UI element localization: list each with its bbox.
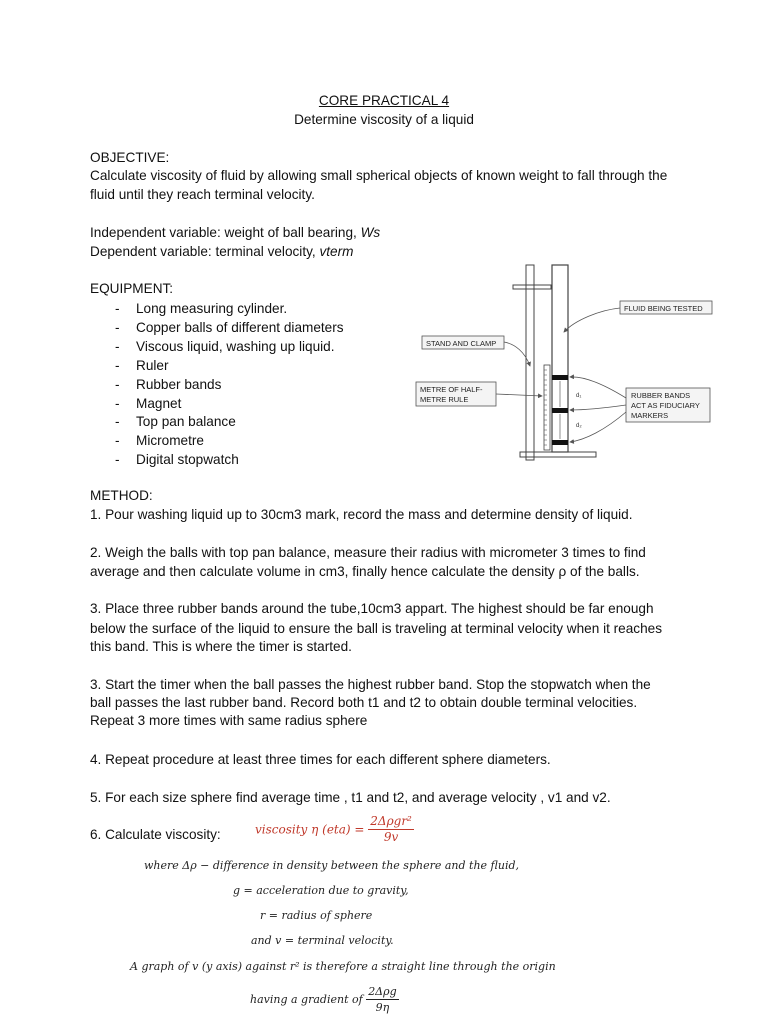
- equipment-item-label: Viscous liquid, washing up liquid.: [136, 338, 335, 354]
- objective-line-1: Calculate viscosity of fluid by allowing small spherical objects of known weight to fall through the: [90, 168, 668, 183]
- stand-rod: [526, 265, 534, 460]
- equipment-item: [90, 432, 344, 451]
- list-bullet: -: [115, 301, 120, 316]
- independent-variable: [90, 225, 380, 240]
- fluid-arrow: [564, 308, 620, 332]
- list-bullet: -: [115, 395, 120, 411]
- formula-where-line-2: g = acceleration due to gravity,: [233, 884, 409, 897]
- list-bullet: -: [115, 452, 120, 468]
- metre-rule: [544, 365, 550, 450]
- equipment-item-label: Magnet: [136, 395, 182, 411]
- gradient-expression: [250, 984, 399, 1015]
- formula-where-line-3: r = radius of sphere: [260, 909, 373, 922]
- rubber-band: [552, 440, 568, 445]
- formula-graph-statement: A graph of v (y axis) against r² is therefore a straight line through the origin: [130, 960, 556, 973]
- gradient-label: having a gradient of: [250, 993, 363, 1006]
- equipment-item: [90, 357, 344, 376]
- equipment-item-label: Rubber bands: [136, 376, 222, 392]
- method-step-3b-line-1: 3. Start the timer when the ball passes the highest rubber band. Stop the stopwatch when the: [90, 677, 651, 692]
- formula-where-line-1: where Δρ − difference in density between the sphere and the fluid,: [144, 859, 520, 872]
- band-arrow-middle: [570, 405, 626, 410]
- d2-label: d₂: [576, 423, 582, 429]
- dependent-variable-label: Dependent variable: terminal velocity,: [90, 244, 320, 259]
- list-bullet: -: [115, 319, 120, 335]
- equipment-heading: EQUIPMENT:: [90, 281, 174, 296]
- formula-where-line-4: and v = terminal velocity.: [251, 934, 394, 947]
- gradient-denominator: 9η: [375, 1001, 390, 1014]
- page-subtitle: Determine viscosity of a liquid: [294, 112, 474, 127]
- equipment-item-label: Long measuring cylinder.: [136, 301, 288, 316]
- rule-ticks: [544, 370, 547, 445]
- page-title: CORE PRACTICAL 4: [318, 93, 450, 108]
- objective-heading: OBJECTIVE:: [90, 150, 170, 165]
- equipment-list: [90, 300, 344, 470]
- method-step-2-line-1: 2. Weigh the balls with top pan balance, measure their radius with micrometer 3 times to find: [90, 545, 646, 560]
- viscosity-formula: [255, 814, 414, 845]
- rubber-band: [552, 408, 568, 413]
- viscosity-formula-lhs: viscosity η (eta) =: [255, 822, 365, 837]
- d1-label: d₁: [576, 393, 582, 399]
- equipment-item: [90, 395, 344, 414]
- method-step-3b-line-3: Repeat 3 more times with same radius sphere: [90, 713, 368, 728]
- method-step-4: 4. Repeat procedure at least three times for each different sphere diameters.: [90, 752, 551, 767]
- equipment-item: [90, 451, 344, 470]
- fluid-label: FLUID BEING TESTED: [624, 304, 703, 313]
- method-step-1: 1. Pour washing liquid up to 30cm3 mark, record the mass and determine density of liquid.: [90, 507, 633, 522]
- bands-label-line-2: ACT AS FIDUCIARY: [631, 401, 700, 410]
- method-step-2-line-2: average and then calculate volume in cm3, finally hence calculate the density ρ of the balls.: [90, 564, 640, 579]
- independent-variable-symbol: Ws: [360, 225, 381, 240]
- stand-base: [520, 452, 596, 457]
- clamp: [513, 285, 551, 289]
- equipment-item: [90, 300, 344, 319]
- list-bullet: -: [115, 414, 120, 430]
- rule-label-line-1: METRE OF HALF-: [420, 385, 483, 394]
- independent-variable-label: Independent variable: weight of ball bearing,: [90, 225, 361, 240]
- viscosity-formula-denominator: 9v: [383, 830, 399, 844]
- rubber-band: [552, 375, 568, 380]
- method-heading: METHOD:: [90, 488, 153, 503]
- apparatus-diagram: [410, 260, 730, 472]
- equipment-item-label: Top pan balance: [136, 414, 236, 430]
- dependent-variable-symbol: vterm: [319, 244, 354, 259]
- equipment-item: [90, 413, 344, 432]
- rule-label-line-2: METRE RULE: [420, 395, 469, 404]
- list-bullet: -: [115, 357, 120, 373]
- equipment-item: [90, 376, 344, 395]
- bands-label-line-3: MARKERS: [631, 411, 669, 420]
- stand-label: STAND AND CLAMP: [426, 339, 497, 348]
- equipment-item-label: Ruler: [136, 357, 169, 373]
- equipment-item-label: Copper balls of different diameters: [136, 319, 344, 335]
- objective-line-2: fluid until they reach terminal velocity.: [90, 187, 315, 202]
- equipment-item: [90, 338, 344, 357]
- rule-arrow: [496, 394, 542, 396]
- equipment-item-label: Micrometre: [136, 433, 204, 449]
- gradient-fraction: [366, 984, 398, 1015]
- gradient-numerator: 2Δρg: [368, 985, 397, 998]
- method-step-5: 5. For each size sphere find average time , t1 and t2, and average velocity , v1 and v2.: [90, 790, 611, 805]
- bands-label-line-1: RUBBER BANDS: [631, 391, 691, 400]
- method-step-3b-line-2: ball passes the last rubber band. Record both t1 and t2 to obtain double terminal velocities.: [90, 695, 638, 710]
- viscosity-formula-fraction: [368, 814, 414, 845]
- dependent-variable: [90, 244, 353, 259]
- equipment-item: [90, 319, 344, 338]
- method-step-3-line-3: this band. This is where the timer is started.: [90, 639, 352, 654]
- viscosity-formula-numerator: 2Δρgr²: [370, 814, 412, 828]
- list-bullet: -: [115, 376, 120, 392]
- list-bullet: -: [115, 433, 120, 449]
- method-step-6: 6. Calculate viscosity:: [90, 827, 221, 842]
- list-bullet: -: [115, 338, 120, 354]
- method-step-3-line-2: below the surface of the liquid to ensure the ball is traveling at terminal velocity when it reaches: [90, 621, 662, 636]
- equipment-item-label: Digital stopwatch: [136, 452, 239, 468]
- method-step-3-line-1: 3. Place three rubber bands around the tube,10cm3 appart. The highest should be far enough: [90, 601, 654, 616]
